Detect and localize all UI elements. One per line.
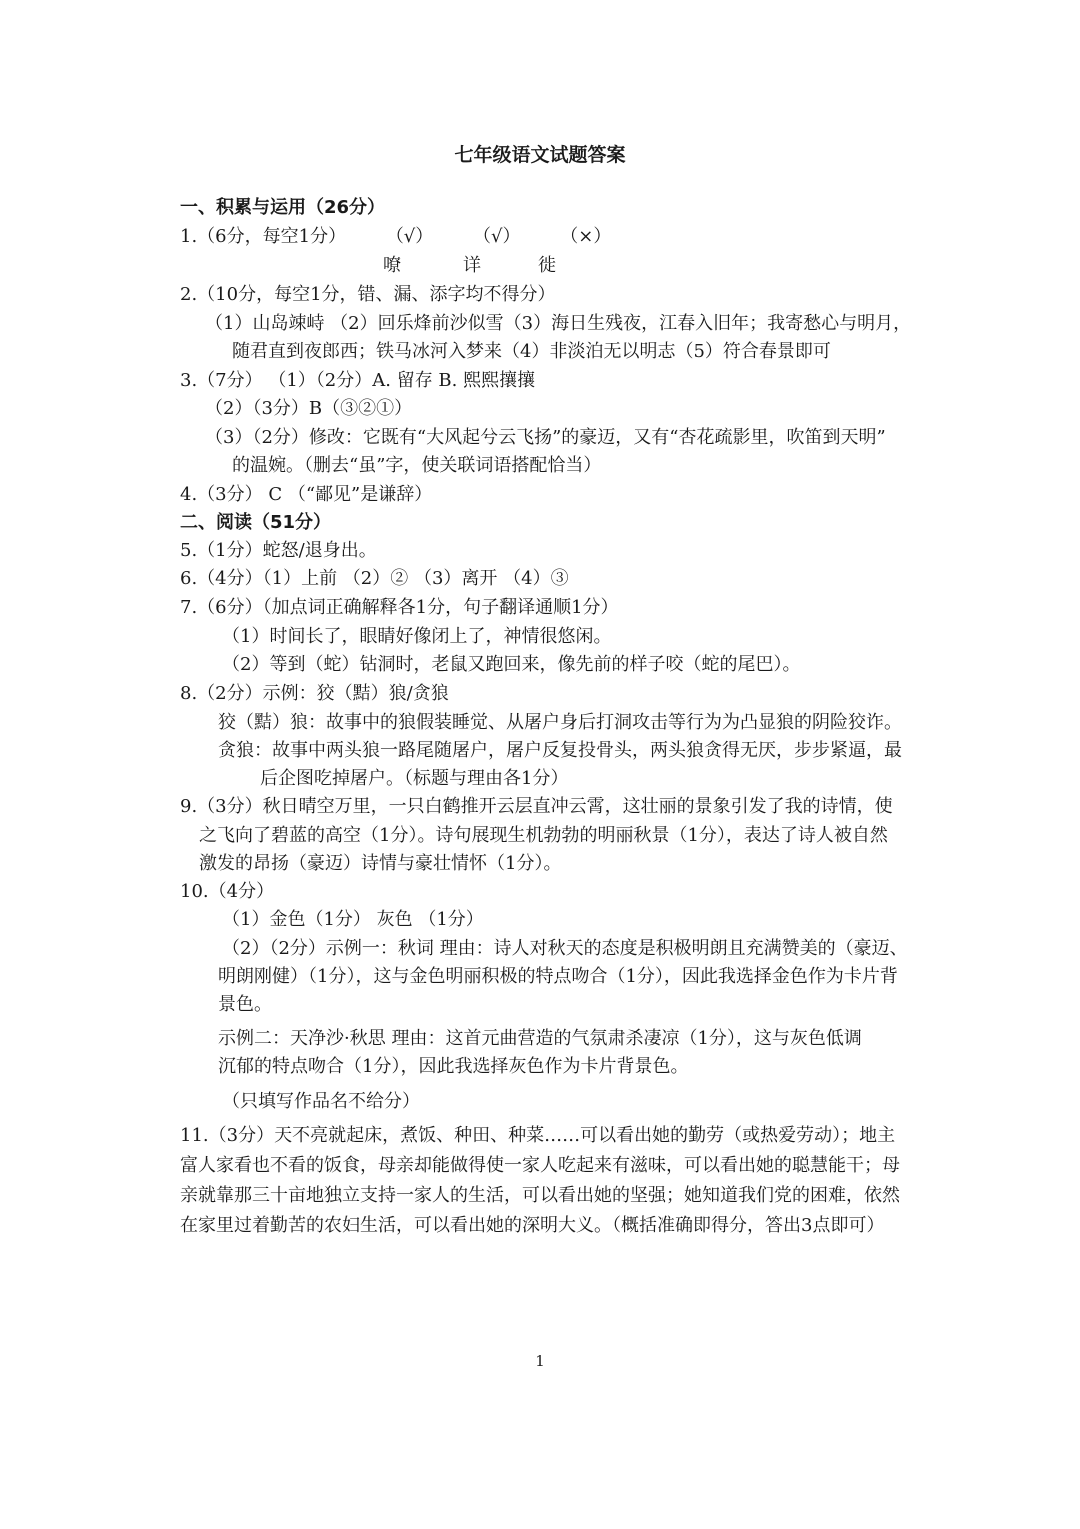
q9-line-1: 9.（3分）秋日晴空万里，一只白鹤推开云层直冲云霄，这壮丽的景象引发了我的诗情，使	[180, 796, 893, 817]
q10-line-5: 示例二：天净沙·秋思 理由：这首元曲营造的气氛肃杀凄凉（1分），这与灰色低调	[218, 1028, 862, 1049]
q1-char-1: 嘹	[383, 255, 401, 276]
q1-label: 1.（6分，每空1分）	[180, 226, 347, 247]
q10-line-3: 明朗刚健）（1分），这与金色明丽积极的特点吻合（1分），因此我选择金色作为卡片背	[218, 966, 898, 987]
q5-answer: 5.（1分）蛇怒/退身出。	[180, 540, 377, 561]
q7-line-2: （2）等到（蛇）钻洞时，老鼠又跑回来，像先前的样子咬（蛇的尾巴）。	[222, 654, 801, 675]
q9-line-3: 激发的昂扬（豪迈）诗情与豪壮情怀（1分）。	[199, 853, 562, 874]
q1-mark-3: （×）	[560, 226, 612, 247]
q8-heading: 8.（2分）示例：狡（黠）狼/贪狼	[180, 683, 449, 704]
q1-char-2: 详	[463, 255, 481, 276]
q11-line-2: 富人家看也不看的饭食，母亲却能做得使一家人吃起来有滋味，可以看出她的聪慧能干；母	[180, 1155, 900, 1176]
q8-line-2: 贪狼：故事中两头狼一路尾随屠户，屠户反复投骨头，两头狼贪得无厌，步步紧逼，最	[218, 740, 902, 761]
q2-line-2: 随君直到夜郎西；铁马冰河入梦来（4）非淡泊无以明志（5）符合春景即可	[232, 341, 831, 362]
q10-line-2: （2）（2分）示例一：秋词 理由：诗人对秋天的态度是积极明朗且充满赞美的（豪迈、	[222, 938, 908, 959]
q7-heading: 7.（6分）（加点词正确解释各1分，句子翻译通顺1分）	[180, 597, 619, 618]
section-heading-2: 二、阅读（51分）	[180, 512, 332, 533]
q1-mark-2: （√）	[473, 226, 521, 247]
q3-line-3: （3）（2分）修改：它既有“大风起兮云飞扬”的豪迈，又有“杏花疏影里，吹笛到天明”	[205, 427, 886, 448]
q2-line-1: （1）山岛竦峙 （2）回乐烽前沙似雪（3）海日生残夜，江春入旧年；我寄愁心与明月，	[205, 313, 912, 334]
q2-heading: 2.（10分，每空1分，错、漏、添字均不得分）	[180, 284, 556, 305]
q11-line-4: 在家里过着勤苦的农妇生活，可以看出她的深明大义。（概括准确即得分，答出3点即可）	[180, 1215, 885, 1236]
q10-line-4: 景色。	[218, 994, 272, 1015]
q3-line-2: （2）（3分）B（③②①）	[205, 398, 413, 419]
q10-line-1: （1）金色（1分） 灰色 （1分）	[222, 909, 484, 930]
q6-answer: 6.（4分）（1）上前 （2）② （3）离开 （4）③	[180, 568, 569, 589]
q3-heading: 3.（7分） （1）（2分）A. 留存 B. 熙熙攘攘	[180, 370, 536, 391]
q8-line-1: 狡（黠）狼：故事中的狼假装睡觉、从屠户身后打洞攻击等行为为凸显狼的阴险狡诈。	[218, 712, 902, 733]
q3-line-4: 的温婉。（删去“虽”字，使关联词语搭配恰当）	[232, 455, 602, 476]
q1-answer	[180, 225, 611, 249]
q1-mark-1: （√）	[385, 226, 434, 247]
q7-line-1: （1）时间长了，眼睛好像闭上了，神情很悠闲。	[222, 626, 612, 647]
q10-line-6: 沉郁的特点吻合（1分），因此我选择灰色作为卡片背景色。	[218, 1056, 689, 1077]
q10-line-7: （只填写作品名不给分）	[222, 1091, 420, 1112]
q10-heading: 10.（4分）	[180, 881, 275, 902]
q11-line-3: 亲就靠那三十亩地独立支持一家人的生活，可以看出她的坚强；她知道我们党的困难，依然	[180, 1185, 900, 1206]
page-title: 七年级语文试题答案	[454, 144, 626, 166]
q9-line-2: 之飞向了碧蓝的高空（1分）。诗句展现生机勃勃的明丽秋景（1分），表达了诗人被自然	[199, 825, 888, 846]
q11-line-1: 11.（3分）天不亮就起床，煮饭、种田、种菜……可以看出她的勤劳（或热爱劳动）；地主	[180, 1125, 896, 1146]
q4-answer: 4.（3分） C （“鄙见”是谦辞）	[180, 484, 433, 505]
q8-line-3: 后企图吃掉屠户。（标题与理由各1分）	[260, 768, 569, 789]
section-heading-1: 一、积累与运用（26分）	[180, 197, 386, 218]
page-number: 1	[535, 1352, 545, 1370]
q1-char-3: 徙	[538, 255, 556, 276]
